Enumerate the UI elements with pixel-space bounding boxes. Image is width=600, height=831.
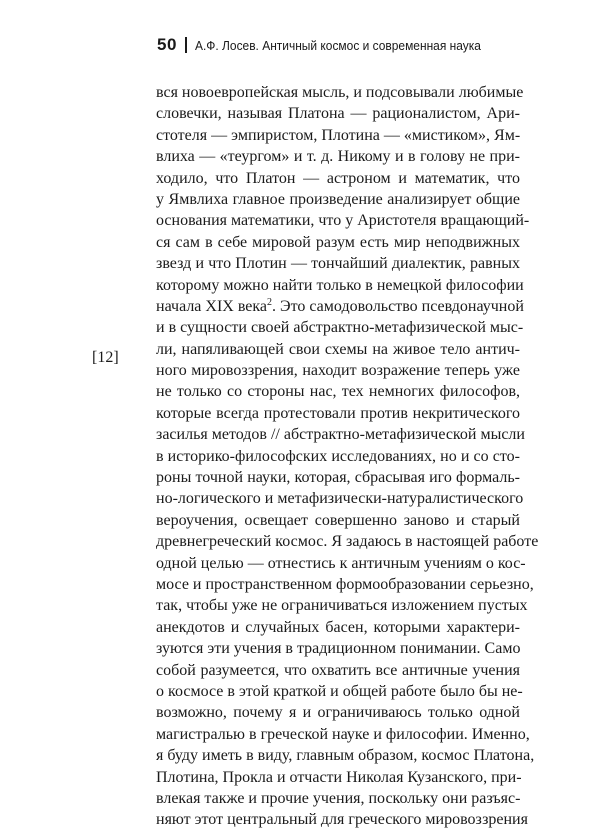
text-line: ходило, что Платон — астроном и математик, что: [156, 169, 520, 187]
text-line: одной целью — отнестись к античным учениям о кос-: [156, 554, 526, 572]
text-line: няют этот центральный для греческого мировоззрения: [156, 811, 528, 829]
text-line: древнегреческий космос. Я задаюсь в настоящей работе: [156, 533, 539, 551]
body-text: [156, 82, 539, 831]
text-segment: начала XIX века: [156, 297, 268, 315]
header-separator: [185, 37, 187, 53]
text-line: звезд и что Плотин — тончайший диалектик, равных: [156, 255, 520, 273]
text-line: засилья методов // абстрактно-метафизической мысли: [156, 426, 525, 444]
text-line: основания математики, что у Аристотеля вращающий-: [156, 212, 530, 230]
text-segment: . Это самодовольство псевдонаучной: [272, 297, 524, 315]
footnote-reference[interactable]: 2: [267, 296, 273, 308]
text-line: влиха — «теургом» и т. д. Никому и в голову не при-: [156, 148, 520, 166]
text-line: я буду иметь в виду, главным образом, космос Платона,: [156, 747, 535, 765]
text-line: ного мировоззрения, находит возражение теперь уже: [156, 362, 520, 380]
text-line: ся сам в себе мировой разум есть мир неподвижных: [156, 233, 520, 251]
text-line: в историко-философских исследованиях, но и со сто-: [156, 447, 520, 465]
text-line: Плотина, Прокла и отчасти Николая Кузанского, при-: [156, 768, 522, 786]
text-line: анекдотов и случайных басен, которыми характери-: [156, 618, 520, 636]
text-line-with-footnote: [156, 296, 524, 317]
text-line: возможно, почему я и ограничиваюсь только одной: [156, 704, 520, 722]
text-line: не только со стороны нас, тех немногих философов,: [156, 383, 520, 401]
text-line: о космосе в этой краткой и общей работе было бы не-: [156, 682, 523, 700]
text-line: и в сущности своей абстрактно-метафизической мыс-: [156, 319, 524, 337]
text-line: зуются эти учения в традиционном понимании. Само: [156, 640, 521, 658]
text-line: но-логического и метафизически-натуралистического: [156, 490, 524, 508]
text-line: которому можно найти только в немецкой философии: [156, 276, 524, 294]
running-header: [157, 34, 513, 56]
text-line: словечки, называя Платона — рационалистом, Ари-: [156, 105, 520, 123]
running-title: А.Ф. Лосев. Античный космос и современная наука: [194, 37, 481, 53]
text-line: ли, напяливающей свои схемы на живое тело антич-: [156, 340, 520, 358]
text-line: у Ямвлиха главное произведение анализирует общие: [156, 190, 520, 208]
text-line: вероучения, освещает совершенно заново и старый: [156, 511, 520, 529]
text-line: магистралью в греческой науке и философии. Именно,: [156, 725, 530, 743]
margin-page-reference: [12]: [92, 349, 119, 366]
text-line: мосе и пространственном формообразовании серьезно,: [156, 575, 534, 593]
text-line: стотеля — эмпиристом, Плотина — «мистиком», Ям-: [156, 126, 521, 144]
text-line: которые всегда протестовали против некритического: [156, 404, 520, 422]
text-line: вся новоевропейская мысль, и подсовывали любимые: [156, 84, 524, 101]
text-line: роны точной науки, которая, сбрасывая иго формаль-: [156, 469, 520, 487]
text-line: собой разумеется, что охватить все античные учения: [156, 661, 520, 679]
page-number: 50: [157, 35, 177, 54]
text-line: так, чтобы уже не ограничиваться изложением пустых: [156, 597, 528, 615]
text-line: влекая также и прочие учения, поскольку они разъяс-: [156, 789, 521, 807]
